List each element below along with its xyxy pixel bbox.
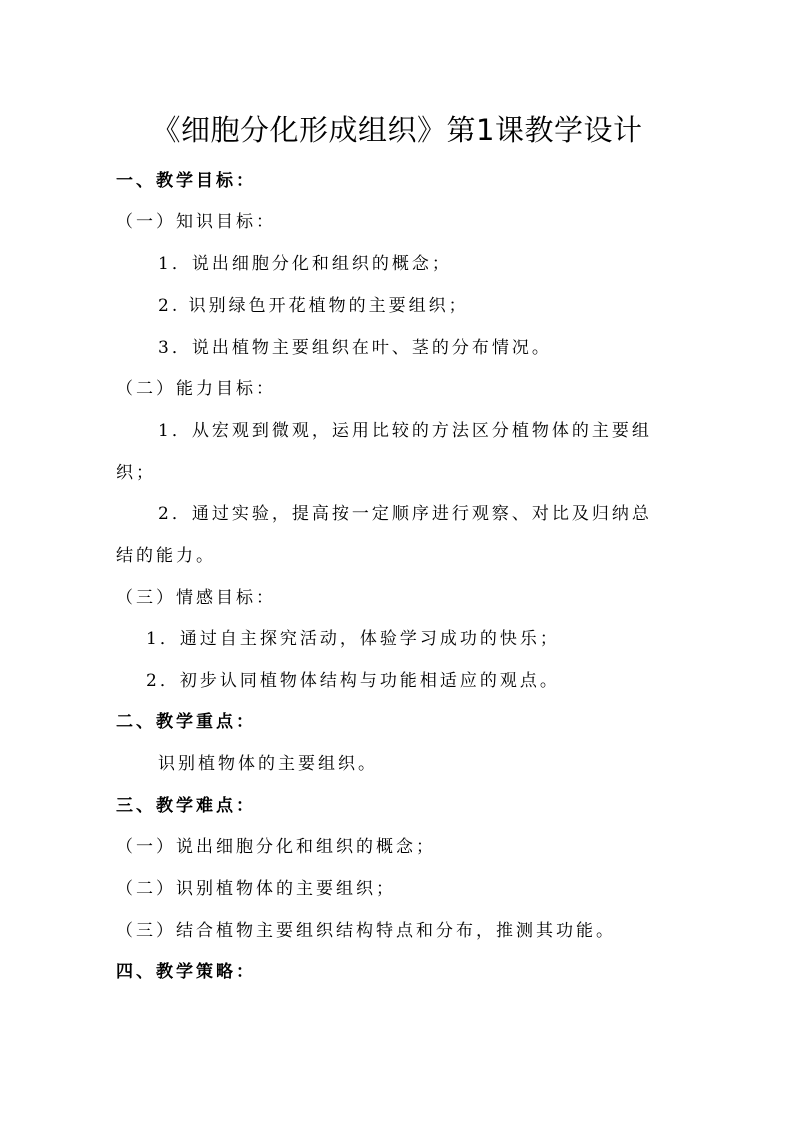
subsection-heading-ability: （二）能力目标： (116, 379, 276, 399)
ability-item-1-line-2: 织； (116, 463, 156, 483)
emotion-item-2: 2．初步认同植物体结构与功能相适应的观点。 (146, 671, 560, 691)
subsection-heading-knowledge: （一）知识目标： (116, 212, 276, 232)
section-heading-difficulties: 三、教学难点： (116, 796, 256, 816)
knowledge-item-1: 1．说出细胞分化和组织的概念； (158, 254, 452, 274)
key-point-text: 识别植物体的主要组织。 (158, 754, 378, 774)
emotion-item-1: 1．通过自主探究活动，体验学习成功的快乐； (146, 629, 560, 649)
section-heading-objectives: 一、教学目标： (116, 171, 256, 191)
knowledge-item-3: 3．说出植物主要组织在叶、茎的分布情况。 (158, 338, 552, 358)
section-heading-strategy: 四、教学策略： (116, 962, 256, 982)
difficulty-item-2: （二）识别植物体的主要组织； (116, 879, 396, 899)
section-heading-key-points: 二、教学重点： (116, 712, 256, 732)
difficulty-item-1: （一）说出细胞分化和组织的概念； (116, 837, 436, 857)
document-title: 《细胞分化形成组织》第1课教学设计 (151, 113, 643, 147)
difficulty-item-3: （三）结合植物主要组织结构特点和分布，推测其功能。 (116, 921, 616, 941)
knowledge-item-2: 2. 识别绿色开花植物的主要组织； (158, 296, 469, 316)
ability-item-1-line-1: 1．从宏观到微观，运用比较的方法区分植物体的主要组 (158, 421, 652, 441)
subsection-heading-emotion: （三）情感目标： (116, 588, 276, 608)
ability-item-2-line-2: 结的能力。 (116, 546, 216, 566)
ability-item-2-line-1: 2．通过实验，提高按一定顺序进行观察、对比及归纳总 (158, 504, 652, 524)
